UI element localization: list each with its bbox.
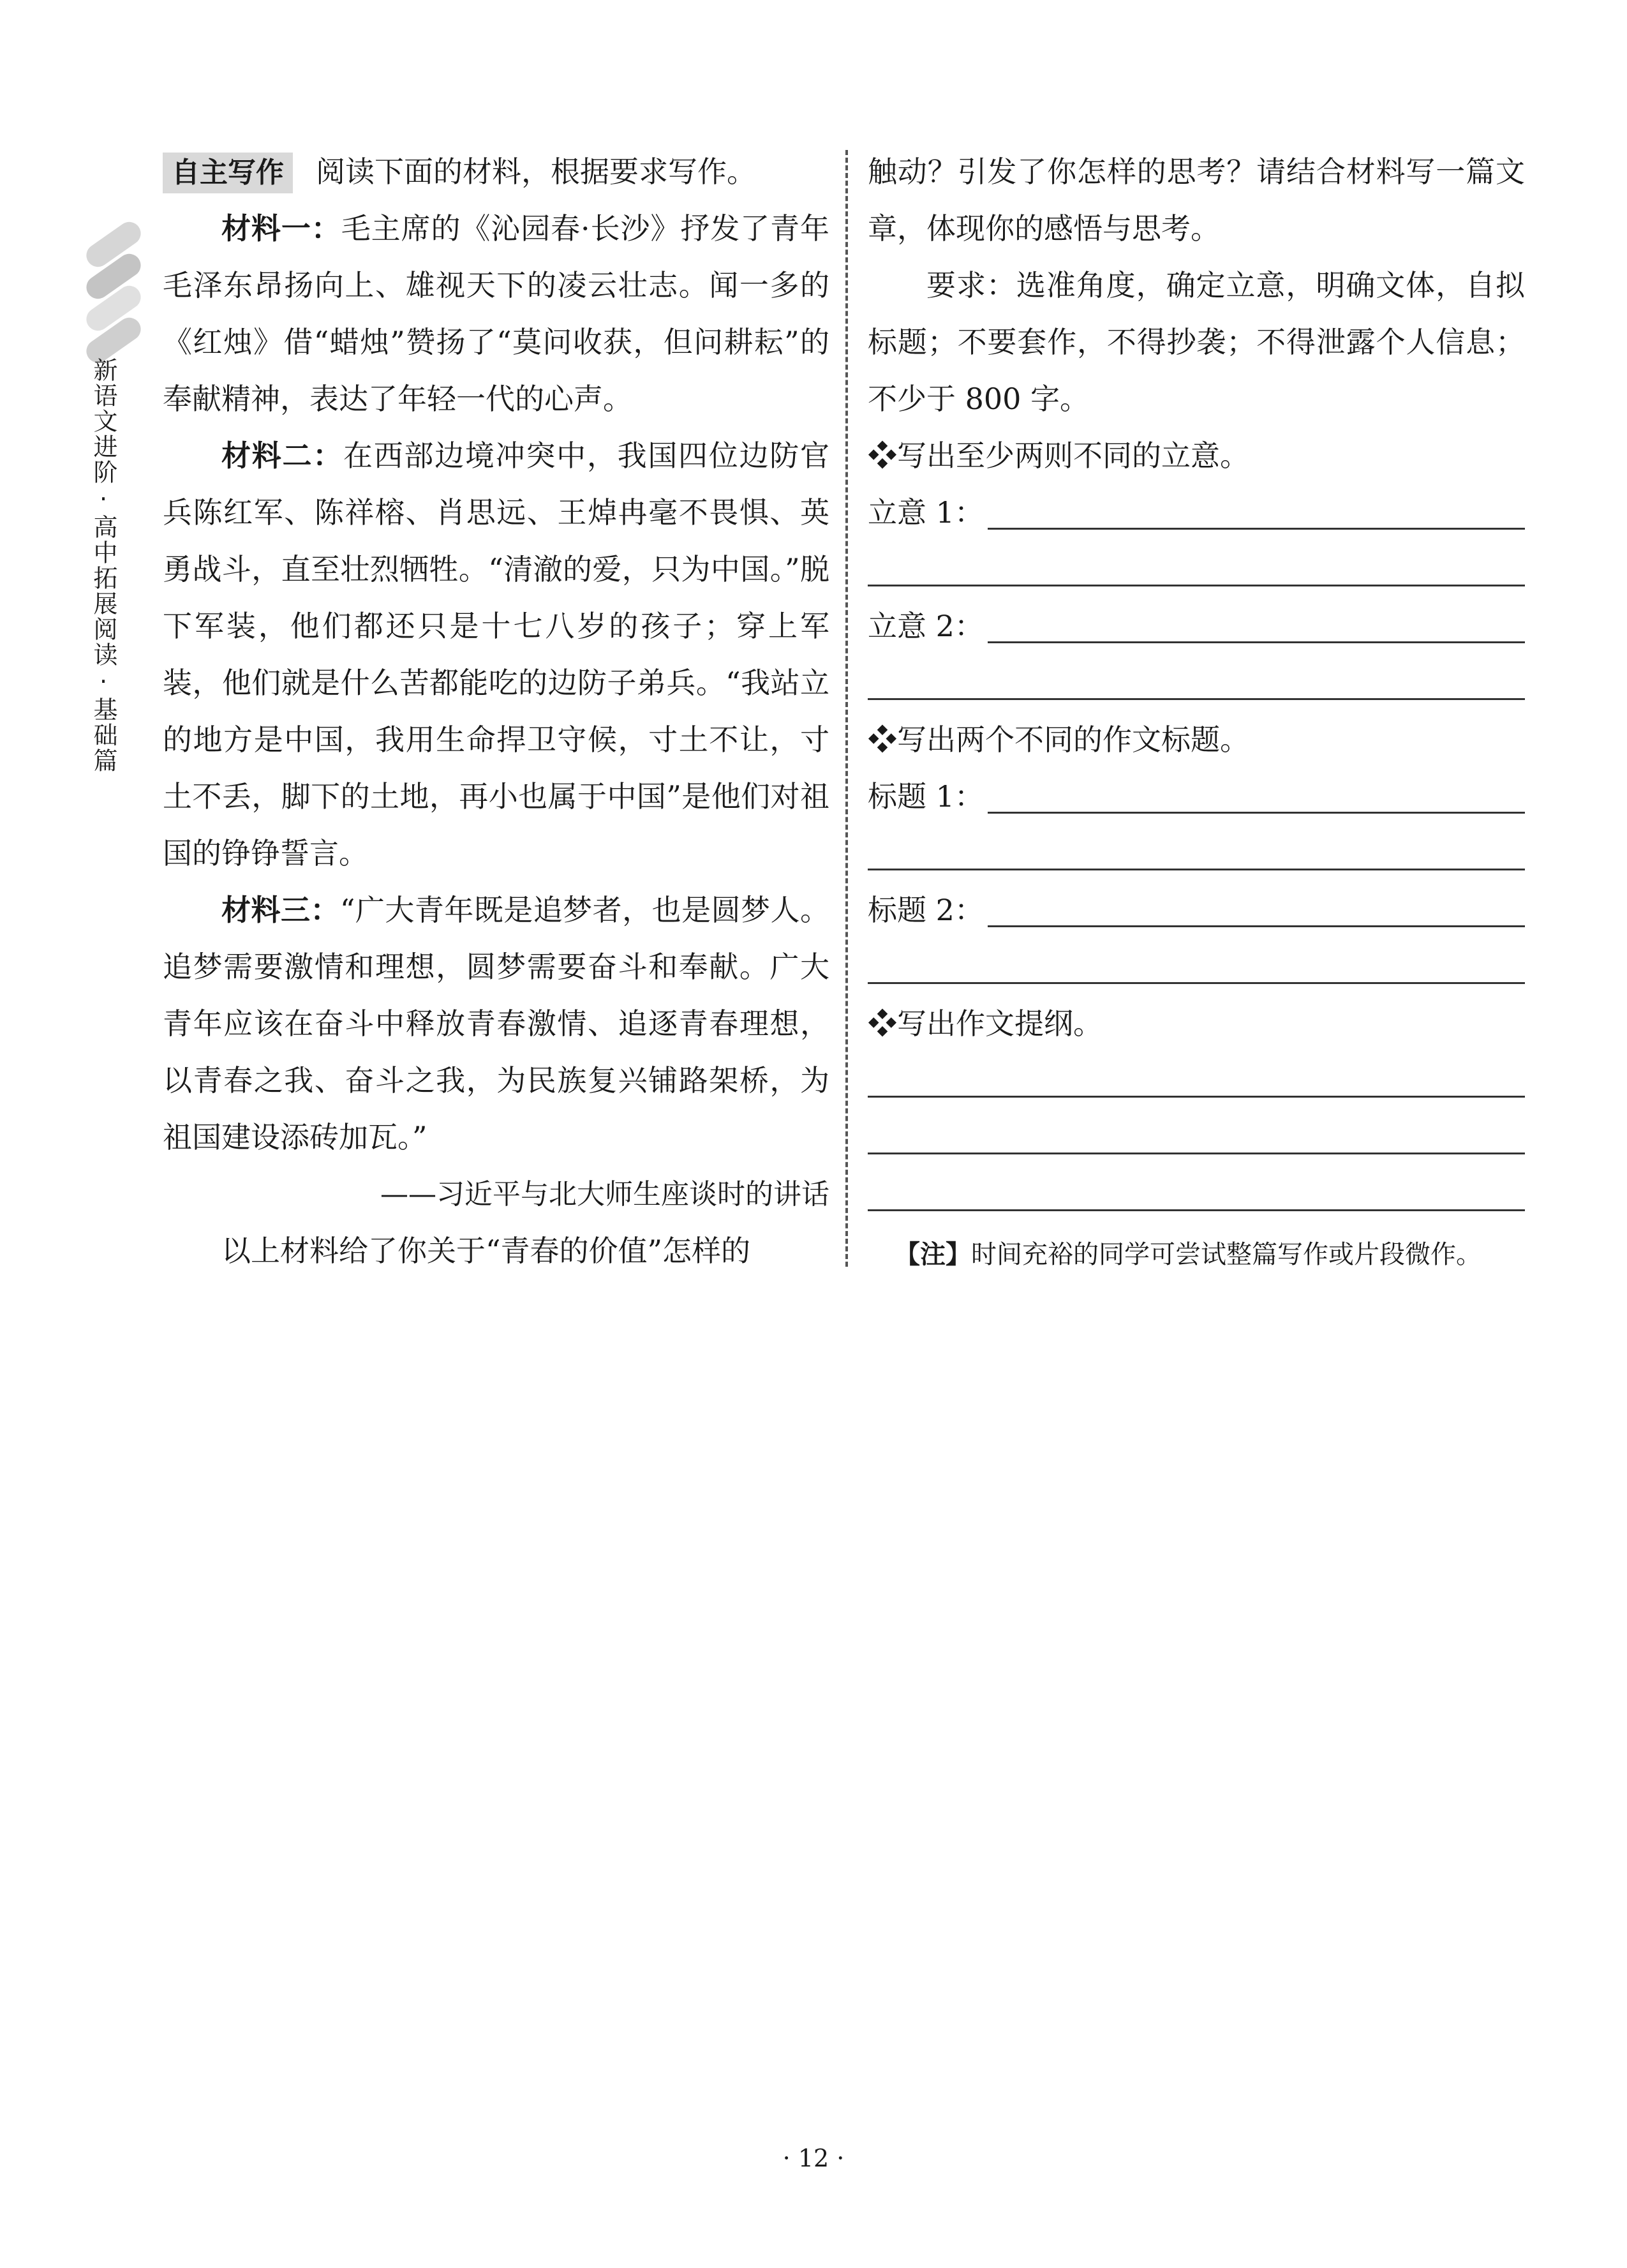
material-one: 材料一：毛主席的《沁园春·长沙》抒发了青年毛泽东昂扬向上、雄视天下的凌云壮志。闻一多的《红烛》借“蜡烛”赞扬了“莫问收获，但问耕耘”的奉献精神，表达了年轻一代的心声。 (163, 211, 830, 416)
answer-line[interactable] (868, 655, 1525, 712)
quote-attribution: ——习近平与北大师生座谈时的讲话 (380, 1178, 829, 1211)
outline-line[interactable] (868, 1166, 1525, 1223)
material-two: 材料二：在西部边境冲突中，我国四位边防官兵陈红军、陈祥榕、肖思远、王焯冉毫不畏惧、英勇战斗，直至壮烈牺牲。“清澈的爱，只为中国。”脱下军装，他们都还只是十七八岁的孩子；穿上军装，他们就是什么苦都能吃的边防子弟兵。“我站立的地方是中国，我用生命捍卫守候，寸土不让，寸土不丢，脚下的土地，再小也属于中国”是他们对祖国的铮铮誓言。 (163, 438, 830, 870)
material-three: 材料三：“广大青年既是追梦者，也是圆梦人。追梦需要激情和理想，圆梦需要奋斗和奉献。广大青年应该在奋斗中释放青春激情、追逐青春理想，以青春之我、奋斗之我，为民族复兴铺路架桥，为祖国建设添砖加瓦。” (163, 893, 829, 1154)
prompt-start: 以上材料给了你关于“青春的价值”怎样的 (221, 1234, 751, 1268)
left-column (163, 144, 829, 1279)
note: 【注】时间充裕的同学可尝试整篇写作或片段微作。 (895, 1240, 1482, 1269)
page-number: · 12 · (782, 2144, 845, 2172)
task-intro: 自主写作 阅读下面的材料，根据要求写作。 (163, 144, 829, 200)
theme-1-field[interactable]: 立意 1： (868, 484, 1525, 541)
question-theme: ❖写出至少两则不同的立意。 (868, 438, 1249, 473)
requirements: 要求：选准角度，确定立意，明确文体，自拟标题；不要套作，不得抄袭；不得泄露个人信息；不少于 800 字。 (868, 268, 1525, 416)
outline-line[interactable] (868, 1109, 1525, 1166)
title-1-field[interactable]: 标题 1： (868, 768, 1525, 825)
side-book-title: 新语文进阶·高中拓展阅读·基础篇 (89, 357, 117, 773)
question-title: ❖写出两个不同的作文标题。 (868, 722, 1249, 757)
theme-2-field[interactable]: 立意 2： (868, 598, 1525, 655)
right-column (868, 144, 1525, 1283)
answer-line[interactable] (868, 541, 1525, 598)
prompt-continuation: 触动？引发了你怎样的思考？请结合材料写一篇文章，体现你的感悟与思考。 (868, 154, 1525, 246)
answer-line[interactable] (868, 939, 1525, 996)
decorative-pills (77, 227, 134, 367)
question-outline: ❖写出作文提纲。 (868, 1006, 1103, 1041)
task-tag: 自主写作 (163, 153, 293, 193)
column-divider (845, 150, 848, 1267)
title-2-field[interactable]: 标题 2： (868, 882, 1525, 939)
answer-line[interactable] (868, 825, 1525, 882)
outline-line[interactable] (868, 1052, 1525, 1109)
